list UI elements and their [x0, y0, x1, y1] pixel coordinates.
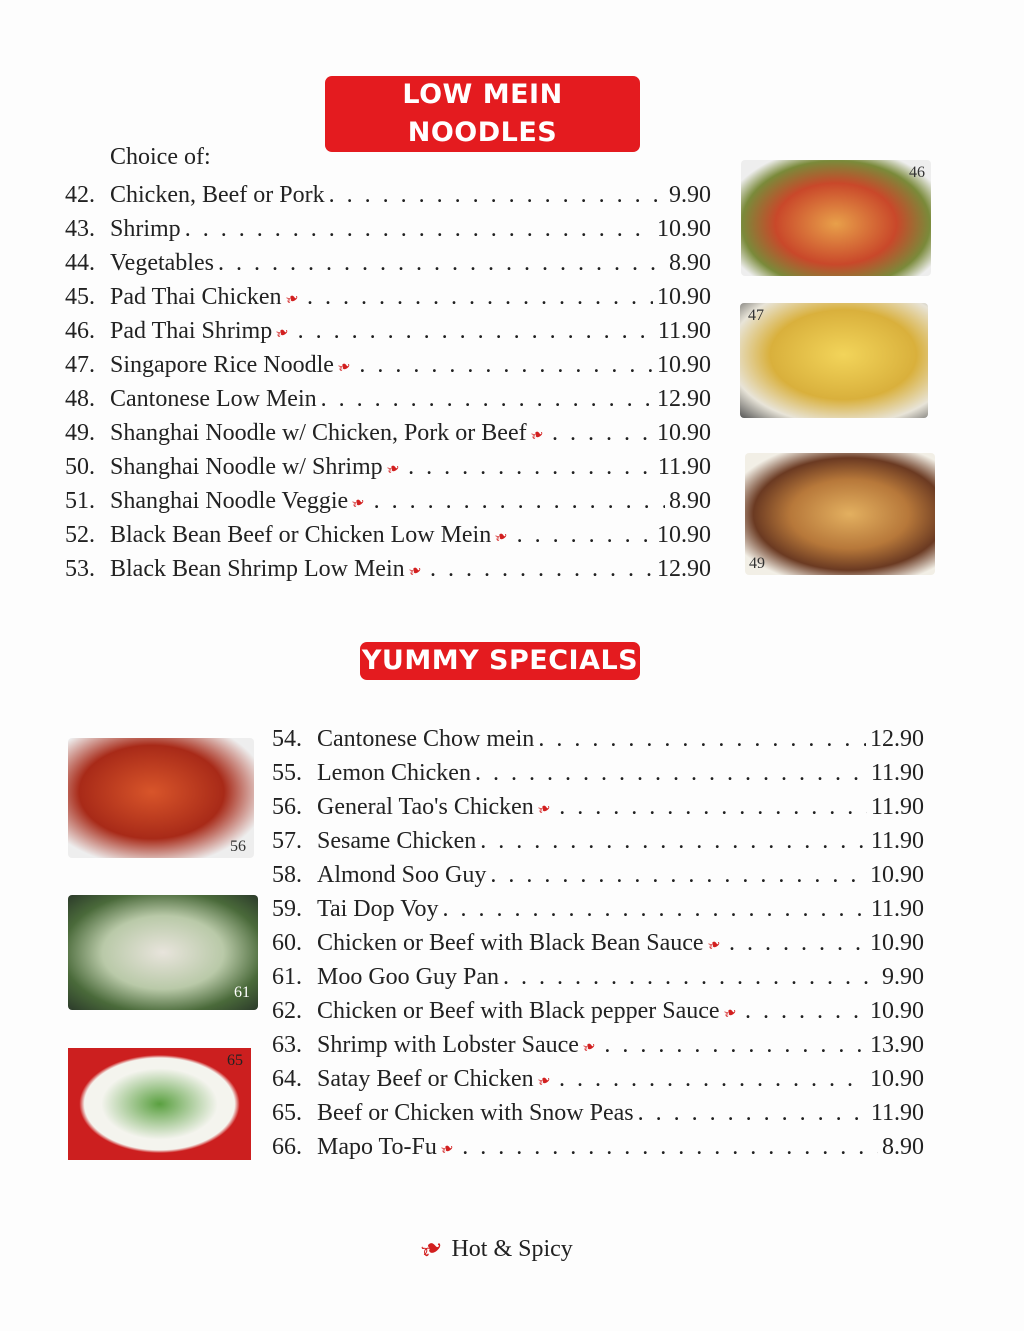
menu-item [65, 280, 711, 314]
dot-leader [442, 892, 866, 926]
item-number: 56. [272, 794, 302, 820]
photo-56 [68, 738, 254, 858]
dot-leader [218, 246, 665, 280]
menu-item [65, 212, 711, 246]
chili-pepper-icon: ❧ [527, 425, 547, 447]
item-price: 9.90 [882, 964, 924, 990]
chili-pepper-icon: ❧ [534, 1071, 554, 1093]
photo-label: 46 [909, 164, 925, 181]
dot-leader [480, 824, 867, 858]
dot-leader [329, 178, 665, 212]
menu-item [272, 722, 924, 756]
menu-item [65, 314, 711, 348]
photo-label: 61 [234, 984, 250, 1001]
chili-pepper-icon: ❧ [282, 289, 302, 311]
dot-leader [475, 756, 867, 790]
dot-leader [462, 1130, 878, 1164]
dot-leader [359, 348, 653, 382]
item-price: 10.90 [870, 862, 924, 888]
menu-item [272, 926, 924, 960]
chili-pepper-icon: ❧ [720, 1003, 740, 1025]
item-number: 65. [272, 1100, 302, 1126]
menu-item [272, 858, 924, 892]
chili-pepper-icon: ❧ [383, 459, 403, 481]
menu-item [272, 1028, 924, 1062]
menu-item [65, 484, 711, 518]
item-price: 8.90 [669, 488, 711, 514]
dot-leader [321, 382, 653, 416]
item-price: 10.90 [657, 216, 711, 242]
item-price: 9.90 [669, 182, 711, 208]
item-name: Shrimp with Lobster Sauce [317, 1032, 579, 1058]
item-price: 10.90 [657, 522, 711, 548]
menu-item [65, 416, 711, 450]
dot-leader [490, 858, 866, 892]
item-name: Chicken or Beef with Black pepper Sauce [317, 998, 720, 1024]
dot-leader [604, 1028, 866, 1062]
dot-leader [298, 314, 654, 348]
chili-pepper-icon: ❧ [405, 561, 425, 583]
item-number: 45. [65, 284, 95, 310]
item-price: 10.90 [657, 284, 711, 310]
item-name: Beef or Chicken with Snow Peas [317, 1100, 634, 1126]
item-name: Moo Goo Guy Pan [317, 964, 500, 990]
photo-46 [741, 160, 931, 276]
item-name: Satay Beef or Chicken [317, 1066, 534, 1092]
item-number: 64. [272, 1066, 302, 1092]
item-number: 50. [65, 454, 95, 480]
item-price: 11.90 [870, 760, 924, 786]
item-number: 52. [65, 522, 95, 548]
item-name: Shanghai Noodle w/ Chicken, Pork or Beef [110, 420, 527, 446]
item-number: 54. [272, 726, 302, 752]
menu-item [272, 1062, 924, 1096]
photo-label: 56 [230, 838, 246, 855]
item-name: Black Bean Beef or Chicken Low Mein [110, 522, 492, 548]
chili-pepper-icon: ❧ [273, 323, 293, 345]
chili-pepper-icon: ❧ [492, 527, 512, 549]
item-name: Shrimp [110, 216, 181, 242]
chili-pepper-icon: ❧ [704, 935, 724, 957]
menu-item [272, 790, 924, 824]
item-price: 12.90 [657, 386, 711, 412]
item-name: Black Bean Shrimp Low Mein [110, 556, 405, 582]
section-banner-low-mein: LOW MEIN NOODLES [325, 76, 640, 152]
item-name: Pad Thai Chicken [110, 284, 282, 310]
photo-label: 47 [748, 307, 764, 324]
dot-leader [185, 212, 653, 246]
item-number: 47. [65, 352, 95, 378]
chili-pepper-icon: ❧ [534, 799, 554, 821]
item-name: General Tao's Chicken [317, 794, 534, 820]
menu-item [272, 1130, 924, 1164]
item-number: 48. [65, 386, 95, 412]
dot-leader [729, 926, 866, 960]
photo-65 [68, 1048, 251, 1160]
dot-leader [559, 1062, 866, 1096]
item-price: 10.90 [657, 420, 711, 446]
item-number: 62. [272, 998, 302, 1024]
menu-item [65, 450, 711, 484]
item-number: 55. [272, 760, 302, 786]
item-number: 53. [65, 556, 95, 582]
menu-item [272, 824, 924, 858]
item-price: 10.90 [870, 998, 924, 1024]
item-name: Pad Thai Shrimp [110, 318, 273, 344]
item-number: 49. [65, 420, 95, 446]
chili-pepper-icon: ❧ [414, 1230, 450, 1269]
dot-leader [408, 450, 654, 484]
item-number: 42. [65, 182, 95, 208]
dot-leader [638, 1096, 867, 1130]
item-price: 12.90 [657, 556, 711, 582]
menu-item [272, 1096, 924, 1130]
item-price: 10.90 [870, 1066, 924, 1092]
dot-leader [559, 790, 867, 824]
item-number: 59. [272, 896, 302, 922]
menu-item [65, 518, 711, 552]
item-price: 8.90 [669, 250, 711, 276]
dot-leader [307, 280, 653, 314]
legend [414, 1230, 573, 1269]
item-name: Chicken, Beef or Pork [110, 182, 325, 208]
item-name: Chicken or Beef with Black Bean Sauce [317, 930, 704, 956]
chili-pepper-icon: ❧ [437, 1139, 458, 1161]
item-number: 63. [272, 1032, 302, 1058]
item-price: 11.90 [870, 794, 924, 820]
item-price: 11.90 [657, 454, 711, 480]
dot-leader [430, 552, 653, 586]
item-name: Singapore Rice Noodle [110, 352, 334, 378]
legend-label: Hot & Spicy [451, 1235, 573, 1262]
menu-item [65, 552, 711, 586]
item-price: 10.90 [870, 930, 924, 956]
item-number: 58. [272, 862, 302, 888]
item-number: 61. [272, 964, 302, 990]
item-name: Almond Soo Guy [317, 862, 487, 888]
item-price: 11.90 [870, 896, 924, 922]
item-price: 12.90 [870, 726, 924, 752]
item-price: 10.90 [657, 352, 711, 378]
item-number: 66. [272, 1134, 302, 1160]
menu-item [65, 382, 711, 416]
choice-of-label: Choice of: [110, 144, 211, 170]
dot-leader [374, 484, 665, 518]
item-price: 13.90 [870, 1032, 924, 1058]
item-number: 43. [65, 216, 95, 242]
photo-61 [68, 895, 258, 1010]
menu-item [272, 892, 924, 926]
chili-pepper-icon: ❧ [334, 357, 355, 379]
item-price: 8.90 [882, 1134, 924, 1160]
menu-item [65, 178, 711, 212]
item-name: Lemon Chicken [317, 760, 471, 786]
menu-item [65, 246, 711, 280]
item-name: Vegetables [110, 250, 214, 276]
photo-49 [745, 453, 935, 575]
dot-leader [745, 994, 866, 1028]
item-price: 11.90 [657, 318, 711, 344]
item-number: 57. [272, 828, 302, 854]
menu-item [65, 348, 711, 382]
item-name: Cantonese Chow mein [317, 726, 535, 752]
menu-item [272, 994, 924, 1028]
dot-leader [552, 416, 653, 450]
photo-label: 49 [749, 555, 765, 572]
item-name: Sesame Chicken [317, 828, 477, 854]
item-name: Shanghai Noodle w/ Shrimp [110, 454, 383, 480]
specials-list [272, 722, 924, 1164]
item-name: Mapo To-Fu [317, 1134, 437, 1160]
item-price: 11.90 [870, 828, 924, 854]
chili-pepper-icon: ❧ [349, 493, 369, 515]
item-number: 60. [272, 930, 302, 956]
dot-leader [517, 518, 653, 552]
chili-pepper-icon: ❧ [579, 1037, 600, 1059]
low-mein-list [65, 178, 711, 586]
item-number: 51. [65, 488, 95, 514]
item-number: 44. [65, 250, 95, 276]
menu-item [272, 756, 924, 790]
photo-47 [740, 303, 928, 418]
item-name: Cantonese Low Mein [110, 386, 317, 412]
item-number: 46. [65, 318, 95, 344]
item-name: Shanghai Noodle Veggie [110, 488, 349, 514]
photo-label: 65 [227, 1052, 243, 1069]
dot-leader [503, 960, 878, 994]
item-price: 11.90 [870, 1100, 924, 1126]
section-banner-yummy-specials: YUMMY SPECIALS [360, 642, 640, 680]
dot-leader [538, 722, 866, 756]
menu-item [272, 960, 924, 994]
item-name: Tai Dop Voy [317, 896, 439, 922]
